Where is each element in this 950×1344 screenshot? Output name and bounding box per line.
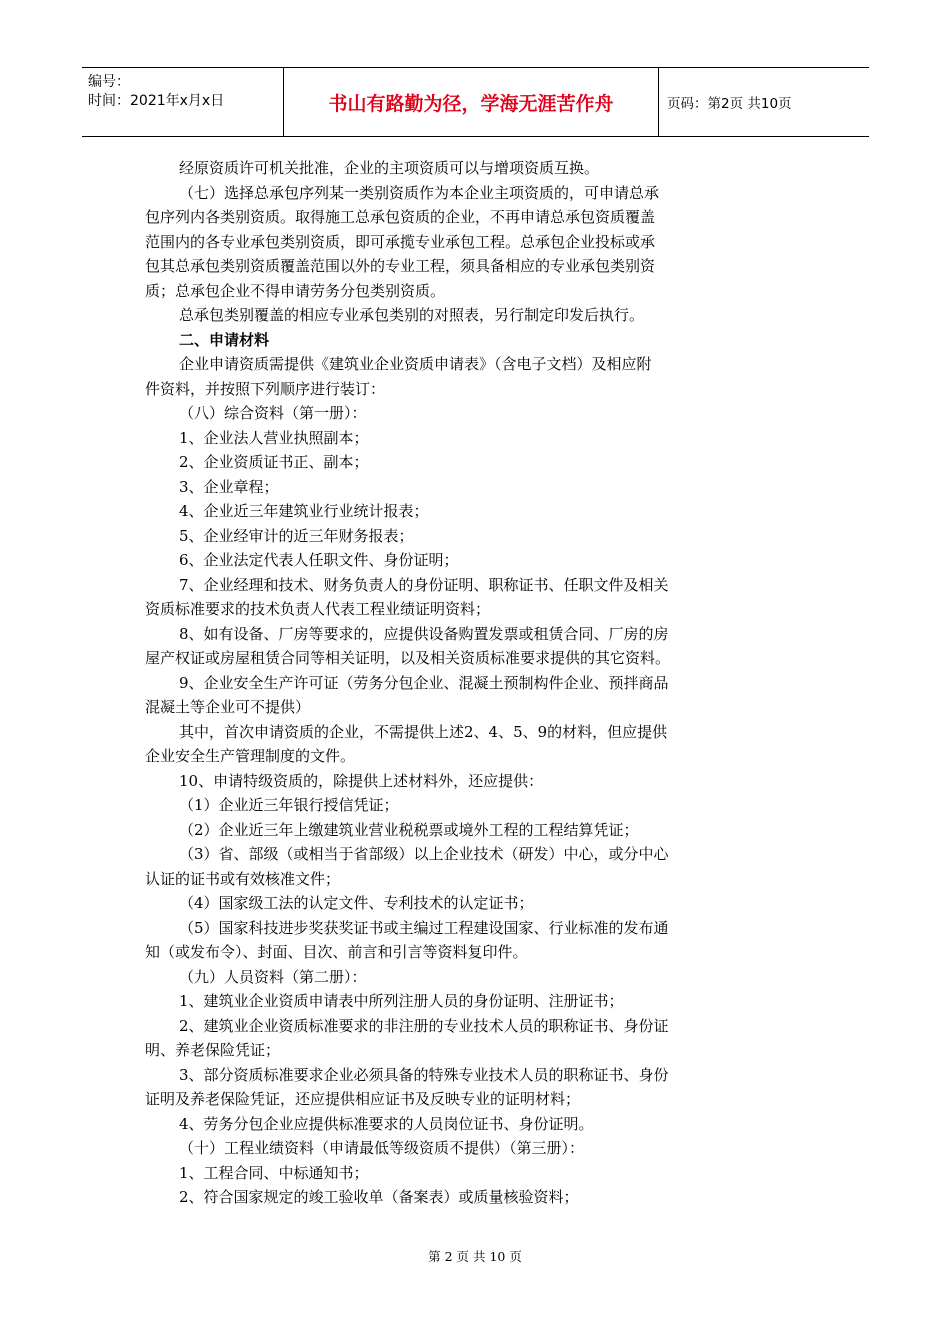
body-line: 5、企业经审计的近三年财务报表； (179, 526, 414, 545)
body-line: （3）省、部级（或相当于省部级）以上企业技术（研发）中心，或分中心 (179, 845, 669, 863)
body-line: 认证的证书或有效核准文件； (145, 869, 341, 888)
body-line: 1、企业法人营业执照副本； (179, 428, 369, 447)
body-line: 2、符合国家规定的竣工验收单（备案表）或质量核验资料； (179, 1188, 579, 1206)
code-label: 编号： (88, 74, 130, 90)
body-line: 经原资质许可机关批准，企业的主项资质可以与增项资质互换。 (179, 159, 600, 177)
body-line: 屋产权证或房屋租赁合同等相关证明，以及相关资质标准要求提供的其它资料。 (145, 649, 671, 667)
header-table (82, 67, 869, 137)
body-line: 知（或发布令）、封面、目次、前言和引言等资料复印件。 (145, 943, 528, 961)
header-left-cell (82, 68, 284, 136)
body-line: 6、企业法定代表人任职文件、身份证明； (179, 551, 459, 569)
body-line: 9、企业安全生产许可证（劳务分包企业、混凝土预制构件企业、预拌商品 (179, 673, 669, 692)
body-line: （八）综合资料（第一册）： (179, 404, 367, 422)
body-line: 企业安全生产管理制度的文件。 (145, 747, 356, 765)
body-line: （1）企业近三年银行授信凭证； (179, 796, 399, 814)
body-line: （九）人员资料（第二册）： (179, 967, 367, 986)
body-line: 4、企业近三年建筑业行业统计报表； (179, 502, 429, 520)
body-line: 混凝土等企业可不提供） (145, 698, 311, 716)
header-motto: 书山有路勤为径，学海无涯苦作舟 (284, 68, 659, 136)
body-line: 件资料，并按照下列顺序进行装订： (145, 379, 386, 398)
body-line: 范围内的各专业承包类别资质，即可承揽专业承包工程。总承包企业投标或承 (145, 232, 656, 251)
body-line: 2、企业资质证书正、副本； (179, 453, 369, 471)
section-heading: 二、申请材料 (179, 330, 270, 349)
body-line: 明、养老保险凭证； (145, 1041, 281, 1059)
body-line: （十）工程业绩资料（申请最低等级资质不提供）（第三册）： (179, 1139, 585, 1157)
body-line: 10、申请特级资质的，除提供上述材料外，还应提供： (179, 771, 544, 790)
body-line: 3、企业章程； (179, 477, 279, 496)
body-line: （七）选择总承包序列某一类别资质作为本企业主项资质的，可申请总承 (179, 183, 660, 202)
body-line: 总承包类别覆盖的相应专业承包类别的对照表，另行制定印发后执行。 (179, 306, 645, 324)
body-line: （2）企业近三年上缴建筑业营业税税票或境外工程的工程结算凭证； (179, 820, 639, 839)
body-line: 8、如有设备、厂房等要求的，应提供设备购置发票或租赁合同、厂房的房 (179, 624, 669, 643)
body-line: （4）国家级工法的认定文件、专利技术的认定证书； (179, 894, 534, 912)
body-line: 包其总承包类别资质覆盖范围以外的专业工程，须具备相应的专业承包类别资 (145, 257, 656, 275)
body-line: 4、劳务分包企业应提供标准要求的人员岗位证书、身份证明。 (179, 1114, 594, 1133)
body-line: 证明及养老保险凭证，还应提供相应证书及反映专业的证明材料； (145, 1090, 581, 1108)
body-line: 3、部分资质标准要求企业必须具备的特殊专业技术人员的职称证书、身份 (179, 1065, 669, 1084)
document-body (145, 156, 807, 1210)
body-line: 资质标准要求的技术负责人代表工程业绩证明资料； (145, 600, 491, 618)
body-line: 7、企业经理和技术、财务负责人的身份证明、职称证书、任职文件及相关 (179, 575, 669, 594)
body-line: （5）国家科技进步奖获奖证书或主编过工程建设国家、行业标准的发布通 (179, 918, 669, 937)
body-line: 2、建筑业企业资质标准要求的非注册的专业技术人员的职称证书、身份证 (179, 1016, 669, 1035)
body-line: 其中，首次申请资质的企业，不需提供上述2、4、5、9的材料，但应提供 (179, 722, 668, 741)
body-line: 包序列内各类别资质。取得施工总承包资质的企业，不再申请总承包资质覆盖 (145, 208, 656, 226)
body-line: 质；总承包企业不得申请劳务分包类别资质。 (145, 281, 446, 300)
body-line: 1、建筑业企业资质申请表中所列注册人员的身份证明、注册证书； (179, 992, 624, 1010)
body-line: 企业申请资质需提供《建筑业企业资质申请表》（含电子文档）及相应附 (179, 355, 652, 373)
date-label: 时间：2021年x月x日 (88, 93, 225, 109)
page-footer: 第 2 页 共 10 页 (428, 1249, 522, 1264)
body-line: 1、工程合同、中标通知书； (179, 1163, 369, 1182)
header-page-label: 页码：第2页 共10页 (667, 96, 792, 112)
